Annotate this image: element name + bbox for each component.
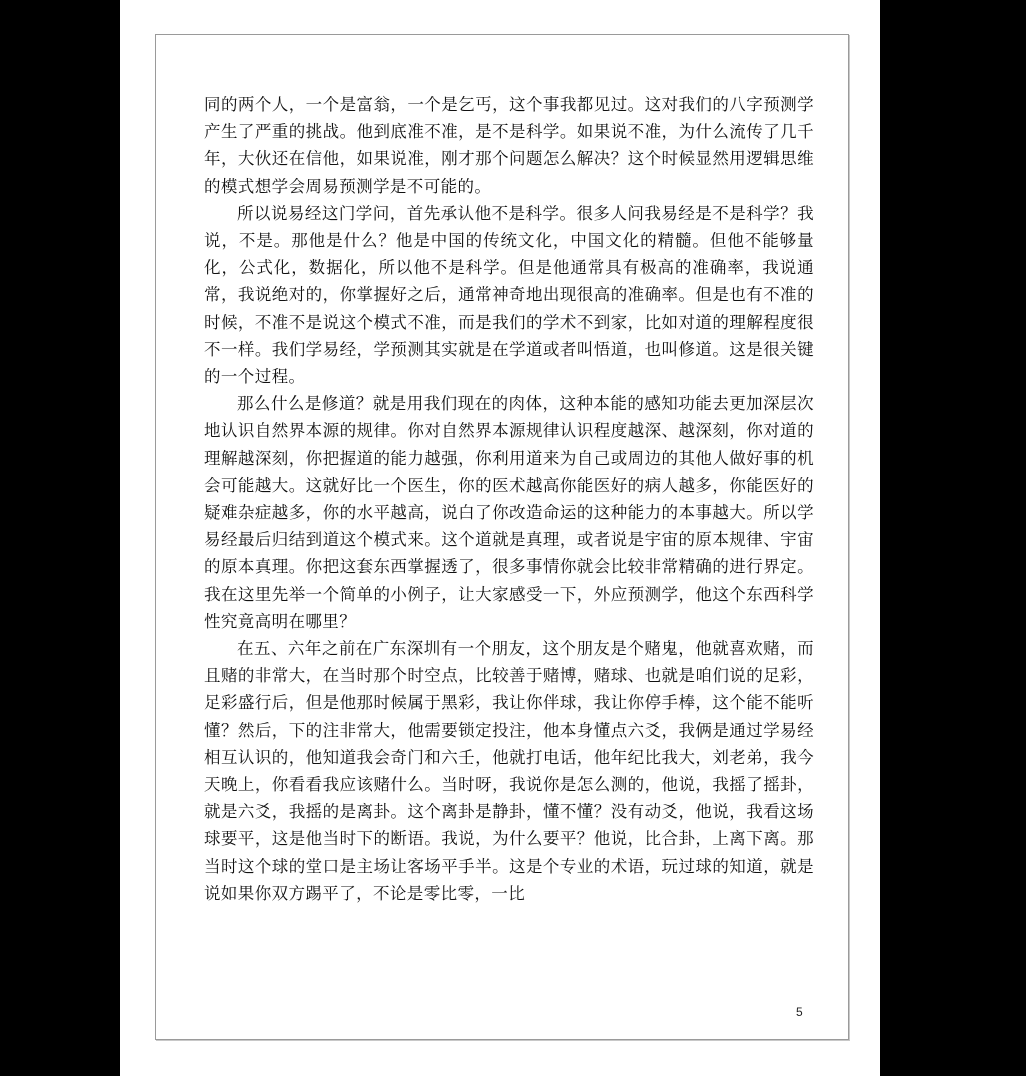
paragraph-1: 同的两个人，一个是富翁，一个是乞丐，这个事我都见过。这对我们的八字预测学产生了严重的挑战。他到底准不准，是不是科学。如果说不准，为什么流传了几千年，大伙还在信他，如果说准，刚才那个问题怎么解决？这个时候显然用逻辑思维的模式想学会周易预测学是不可能的。 bbox=[204, 95, 814, 196]
page-body bbox=[204, 91, 814, 907]
document-page bbox=[155, 34, 849, 1040]
paragraph-2: 所以说易经这门学问，首先承认他不是科学。很多人问我易经是不是科学？我说，不是。那他是什么？他是中国的传统文化，中国文化的精髓。但他不能够量化，公式化，数据化，所以他不是科学。但是他通常具有极高的准确率，我说通常，我说绝对的，你掌握好之后，通常神奇地出现很高的准确率。但是也有不准的时候，不准不是说这个模式不准，而是我们的学术不到家，比如对道的理解程度很不一样。我们学易经，学预测其实就是在学道或者叫悟道，也叫修道。这是很关键的一个过程。 bbox=[204, 203, 814, 387]
page-number: 5 bbox=[796, 1005, 803, 1019]
paragraph-4: 在五、六年之前在广东深圳有一个朋友，这个朋友是个赌鬼，他就喜欢赌，而且赌的非常大，在当时那个时空点，比较善于赌博，赌球、也就是咱们说的足彩，足彩盛行后，但是他那时候属于黑彩，我让你伴球，我让你停手棒，这个能不能听懂？然后，下的注非常大，他需要锁定投注，他本身懂点六爻，我俩是通过学易经相互认识的，他知道我会奇门和六壬，他就打电话，他年纪比我大，刘老弟，我今天晚上，你看看我应该赌什么。当时呀，我说你是怎么测的，他说，我摇了摇卦，就是六爻，我摇的是离卦。这个离卦是静卦，懂不懂？没有动爻，他说，我看这场球要平，这是他当时下的断语。我说，为什么要平？他说，比合卦，上离下离。那当时这个球的堂口是主场让客场平手半。这是个专业的术语，玩过球的知道，就是说如果你双方踢平了，不论是零比零，一比 bbox=[204, 639, 814, 903]
paragraph-3: 那么什么是修道？就是用我们现在的肉体，这种本能的感知功能去更加深层次地认识自然界本源的规律。你对自然界本源规律认识程度越深、越深刻，你对道的理解越深刻，你把握道的能力越强，你利用道来为自己或周边的其他人做好事的机会可能越大。这就好比一个医生，你的医术越高你能医好的病人越多，你能医好的疑难杂症越多，你的水平越高，说白了你改造命运的这种能力的本事越大。所以学易经最后归结到道这个模式来。这个道就是真理，或者说是宇宙的原本规律、宇宙的原本真理。你把这套东西掌握透了，很多事情你就会比较非常精确的进行界定。我在这里先举一个简单的小例子，让大家感受一下，外应预测学，他这个东西科学性究竟高明在哪里？ bbox=[204, 394, 814, 631]
document-viewer bbox=[120, 0, 880, 1076]
